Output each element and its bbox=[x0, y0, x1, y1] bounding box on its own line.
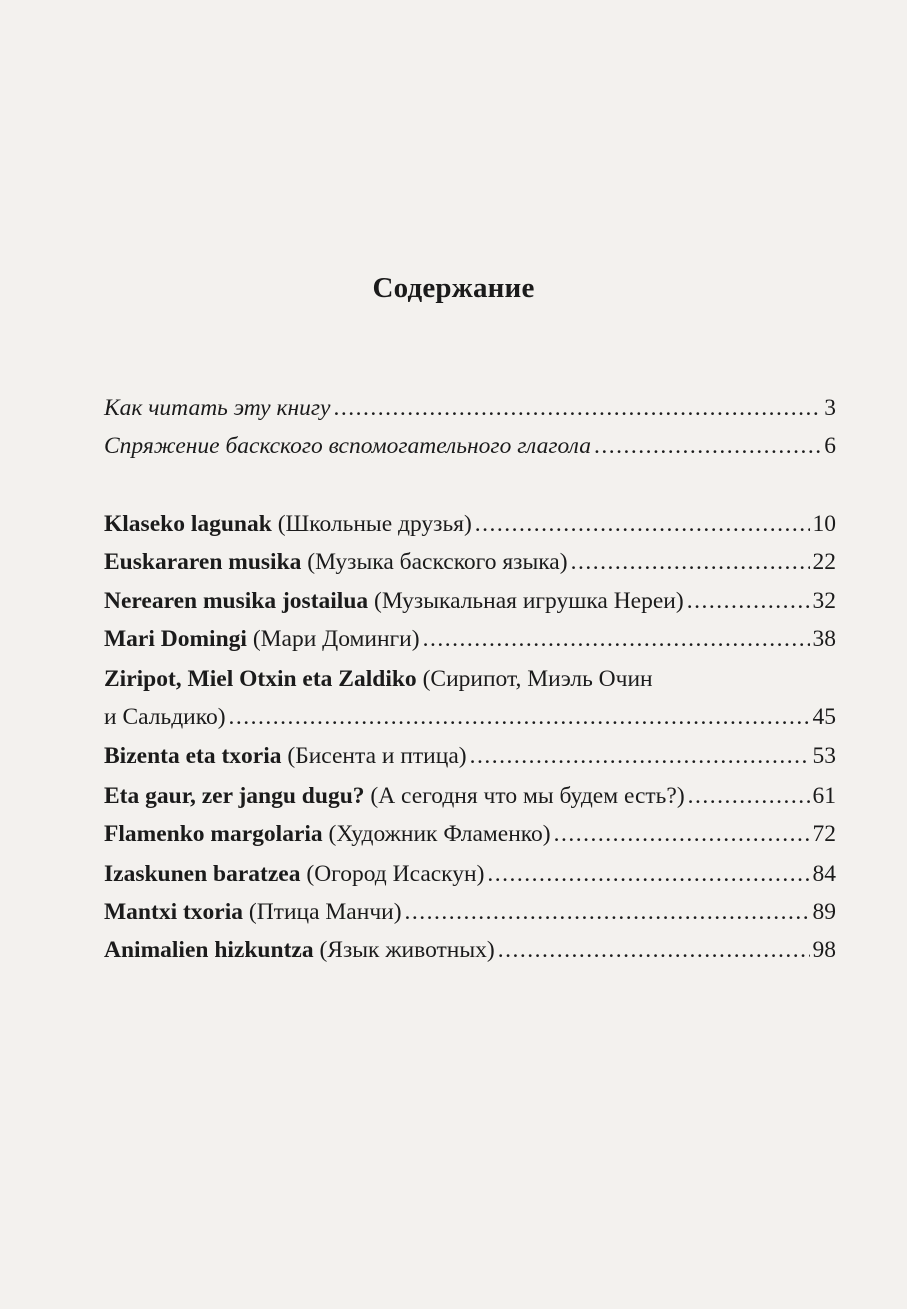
toc-entry-russian: (Бисента и птица) bbox=[281, 743, 467, 769]
toc-entry-basque: Mantxi txoria bbox=[104, 899, 244, 925]
toc-entry bbox=[104, 511, 836, 545]
toc-entry-russian: (Художник Фламенко) bbox=[322, 821, 551, 847]
toc-entry-basque: Ziripot, Miel Otxin eta Zaldiko bbox=[104, 666, 417, 692]
toc-entry-russian: (Мари Доминги) bbox=[246, 626, 420, 652]
leader-dots bbox=[687, 588, 810, 615]
toc-entry-page: 89 bbox=[812, 899, 836, 925]
leader-dots bbox=[688, 783, 810, 810]
toc-entry-title bbox=[104, 861, 484, 888]
leader-dots bbox=[487, 861, 809, 888]
toc-entry bbox=[104, 937, 836, 971]
toc-entry-russian: (Язык животных) bbox=[313, 937, 495, 963]
toc-entry bbox=[104, 783, 836, 817]
toc-entry-page: 72 bbox=[812, 821, 836, 847]
toc-entry-russian: (Музыка баскского языка) bbox=[301, 549, 568, 575]
toc-entry-russian: (Сирипот, Миэль Очин bbox=[416, 666, 653, 692]
toc-entry bbox=[104, 821, 836, 855]
toc-entry-page: 45 bbox=[812, 704, 836, 730]
toc-entry-page: 53 bbox=[812, 743, 836, 769]
toc-entry-title bbox=[104, 783, 685, 810]
toc-entry-russian: (А сегодня что мы будем есть?) bbox=[364, 783, 685, 809]
toc-entry-basque: Animalien hizkuntza bbox=[104, 937, 314, 963]
toc-entry-title bbox=[104, 899, 402, 926]
leader-dots bbox=[554, 821, 810, 848]
toc-entry-basque: Mari Domingi bbox=[104, 626, 247, 652]
toc-entry-page: 6 bbox=[824, 433, 836, 459]
leader-dots bbox=[470, 743, 810, 770]
toc-entry-continuation: и Сальдико) bbox=[104, 704, 226, 730]
leader-dots bbox=[475, 511, 810, 538]
toc-entry-title bbox=[104, 511, 472, 538]
toc-entry-russian: (Музыкальная игрушка Нереи) bbox=[368, 588, 684, 614]
toc-entry-title: Как читать эту книгу bbox=[104, 395, 331, 421]
toc-entry bbox=[104, 899, 836, 933]
leader-dots bbox=[571, 549, 810, 576]
toc-entry-page: 84 bbox=[812, 861, 836, 887]
toc-entry-title bbox=[104, 549, 568, 576]
toc-entry-title bbox=[104, 821, 551, 848]
toc-entry-page: 3 bbox=[824, 395, 836, 421]
toc-entry bbox=[104, 549, 836, 583]
leader-dots bbox=[405, 899, 810, 926]
toc-entry-page: 10 bbox=[812, 511, 836, 537]
toc-entry-title bbox=[104, 626, 420, 653]
toc-entry-russian: (Птица Манчи) bbox=[243, 899, 402, 925]
toc-entry-intro bbox=[104, 433, 836, 467]
leader-dots bbox=[498, 937, 810, 964]
toc-entry-page: 98 bbox=[812, 937, 836, 963]
toc-entry-page: 61 bbox=[812, 783, 836, 809]
leader-dots bbox=[333, 395, 821, 422]
toc-entry-russian: (Огород Исаскун) bbox=[300, 861, 485, 887]
toc-entry-basque: Flamenko margolaria bbox=[104, 821, 323, 847]
toc-entry-basque: Euskararen musika bbox=[104, 549, 302, 575]
leader-dots bbox=[423, 626, 810, 653]
page-title: Содержание bbox=[372, 272, 535, 304]
toc-entry-basque: Eta gaur, zer jangu dugu? bbox=[104, 783, 365, 809]
toc-entry bbox=[104, 588, 836, 622]
toc-entry-basque: Nerearen musika jostailua bbox=[104, 588, 369, 614]
leader-dots bbox=[229, 704, 810, 731]
toc-entry bbox=[104, 704, 836, 738]
toc-entry-page: 22 bbox=[812, 549, 836, 575]
toc-entry bbox=[104, 626, 836, 660]
toc-entry-title bbox=[104, 743, 467, 770]
toc-entry-intro bbox=[104, 395, 836, 429]
toc-entry-page: 38 bbox=[812, 626, 836, 652]
toc-entry-first-line bbox=[104, 666, 653, 693]
toc-entry-basque: Bizenta eta txoria bbox=[104, 743, 282, 769]
toc-entry-title bbox=[104, 937, 495, 964]
toc-entry-basque: Izaskunen baratzea bbox=[104, 861, 301, 887]
toc-entry-title bbox=[104, 588, 684, 615]
toc-entry-page: 32 bbox=[812, 588, 836, 614]
toc-entry-title: Спряжение баскского вспомогательного глагола bbox=[104, 433, 591, 459]
leader-dots bbox=[594, 433, 821, 460]
toc-entry bbox=[104, 743, 836, 777]
toc-entry-basque: Klaseko lagunak bbox=[104, 511, 272, 537]
toc-entry-russian: (Школьные друзья) bbox=[271, 511, 472, 537]
toc-entry bbox=[104, 861, 836, 895]
